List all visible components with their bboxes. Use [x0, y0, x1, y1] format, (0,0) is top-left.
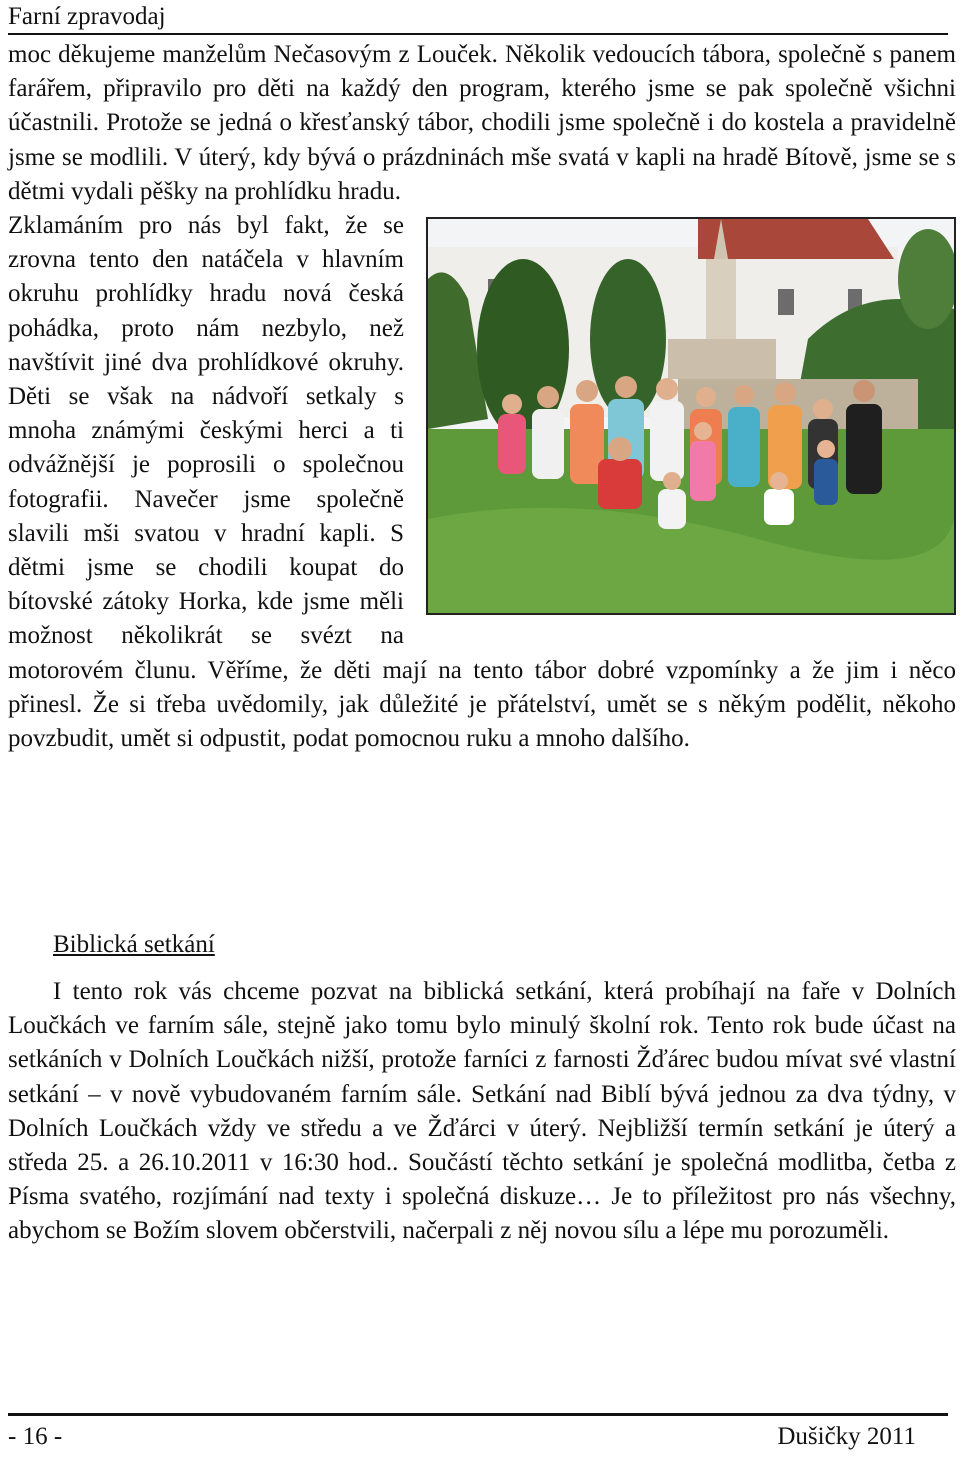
footer-rule — [8, 1413, 948, 1416]
issue-label: Dušičky 2011 — [777, 1423, 916, 1450]
header-rule — [8, 33, 948, 35]
section-heading-biblical-meetings: Biblická setkání — [53, 931, 215, 958]
newsletter-title: Farní zpravodaj — [8, 3, 166, 30]
camp-lead-paragraph: moc děkujeme manželům Nečasovým z Louček. Několik vedoucích tábora, společně s panem farářem, připravilo pro děti na každý den program, kterého jsme se pak společně všichni účastnili. Protože se jedná o křesťanský tábor, chodili jsme společně i do kostela a pravidelně jsme se modlili. V úterý, kdy bývá o prázdninách mše svatá v kapli na hradě Bítově, jsme se s dětmi vydali pěšky na prohlídku hradu. — [8, 41, 956, 205]
camp-wrapped-paragraph: Zklamáním pro nás byl fakt, že se zrovna tento den natáčela v hlavním okruhu prohlídky hradu nová česká pohádka, proto nám nezbylo, než navštívit jiné dva prohlídkové okruhy. Děti se však na nádvoří setkaly s mnoha známými českými herci a ti odvážnější je poprosili o společnou fotografii. Navečer jsme společně slavili mši svatou v hradní kapli. S dětmi jsme se chodili koupat do bítovské zátoky Horka, kde jsme měli možnost několikrát se svézt na motorovém člunu. Věříme, že děti mají na tento tábor dobré vzpomínky a že jim i něco přinesl. Že si třeba uvědomily, jak důležité je přátelství, umět se s někým podělit, někoho povzbudit, umět si odpustit, podat pomocnou ruku a mnoho dalšího. — [8, 212, 956, 753]
article-camp — [8, 38, 956, 756]
biblical-meetings-paragraph: I tento rok vás chceme pozvat na biblická setkání, která probíhají na faře v Dolních Loučkách ve farním sále, stejně jako tomu bylo minulý školní rok. Tento rok bude účast na setkáních v Dolních Loučkách nižší, protože farníci z farnosti Žďárec budou mívat své vlastní setkání – v nově vybudovaném farním sále. Setkání nad Biblí bývá jednou za dva týdny, v Dolních Loučkách vždy ve středu a ve Žďárci v úterý. Nejbližší termín setkání je úterý a středa 25. a 26.10.2011 v 16:30 hod.. Součástí těchto setkání je společná modlitba, četba z Písma svatého, rozjímání nad texty i společná diskuze… Je to příležitost pro nás všechny, abychom se Božím slovem občerstvili, načerpali z něj novou sílu a lépe mu porozuměli. — [8, 978, 956, 1245]
page-number: - 16 - — [8, 1423, 63, 1450]
page-header — [8, 0, 948, 34]
camp-group-photo — [426, 217, 956, 615]
article-biblical-meetings — [8, 975, 956, 1249]
